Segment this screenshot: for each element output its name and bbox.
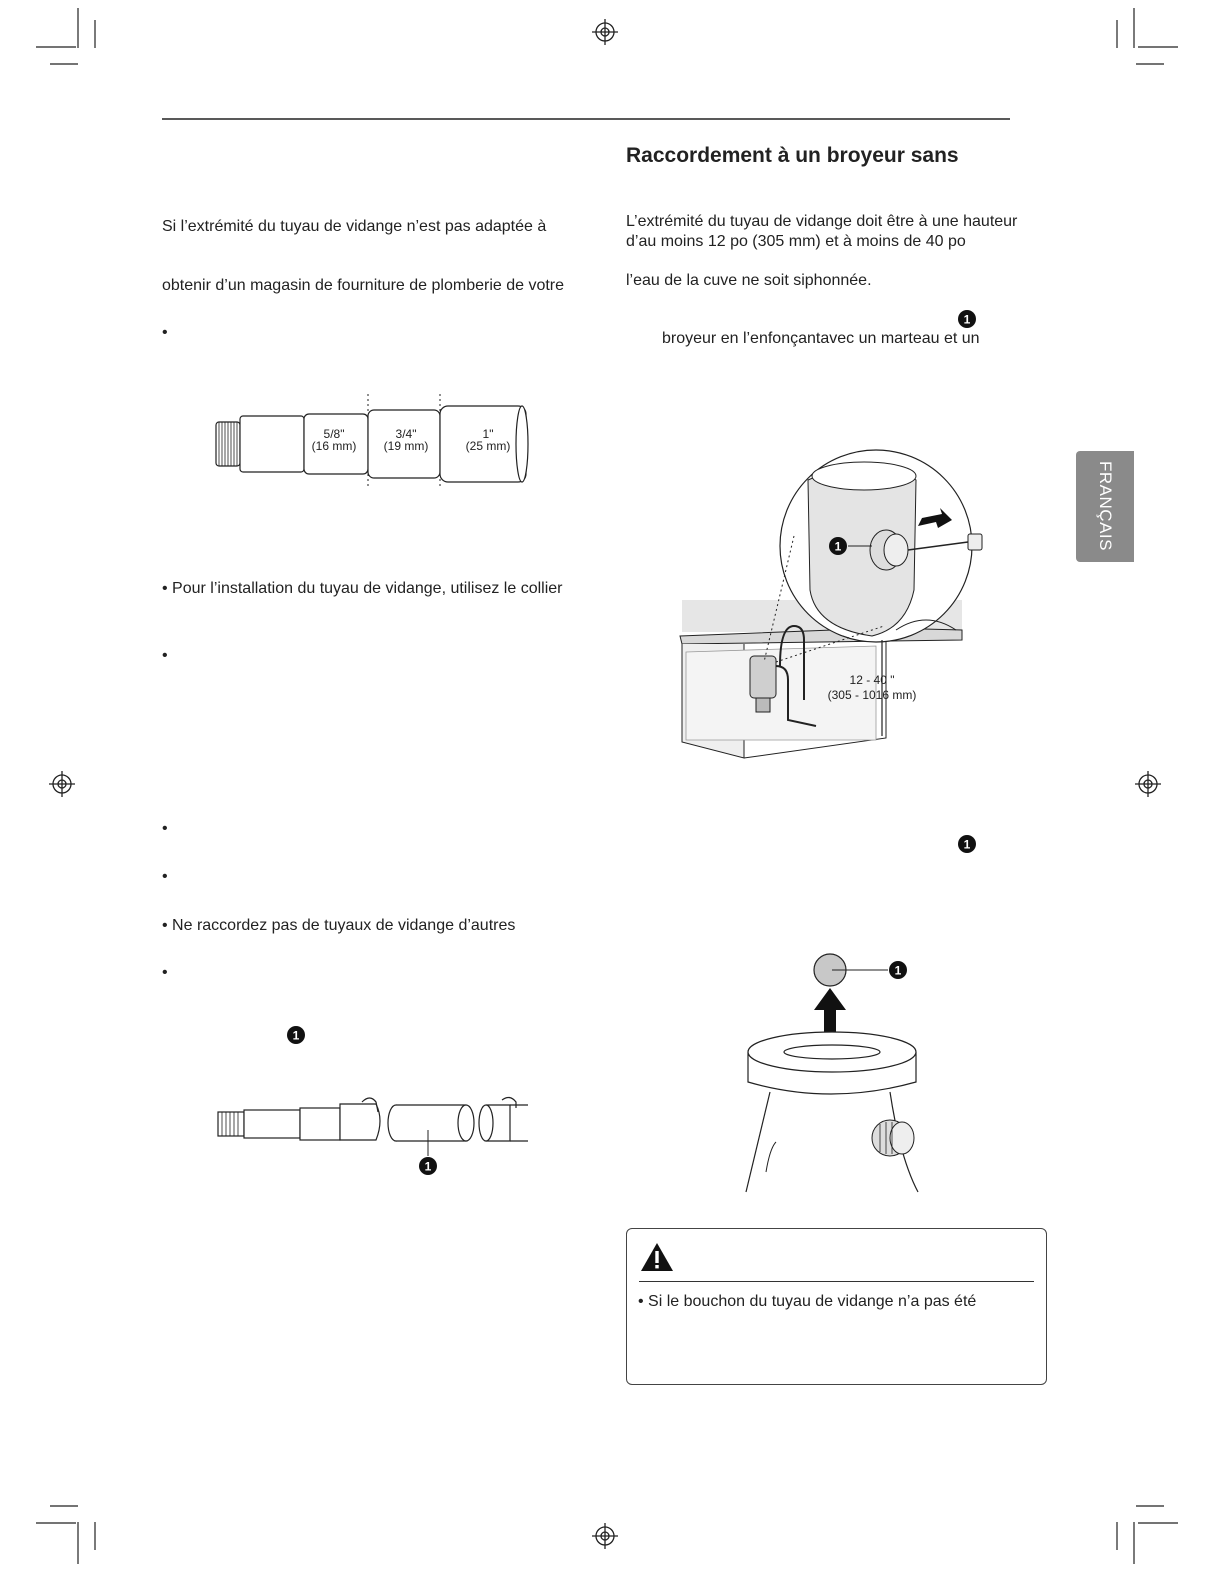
section-heading: Raccordement à un broyeur sans [626, 144, 959, 167]
right-para-1-line-2: d’au moins 12 po (305 mm) et à moins de 40 po [626, 233, 966, 250]
size2-mm: (19 mm) [383, 439, 429, 453]
height-mm: (305 - 1016 mm) [827, 688, 917, 702]
left-para-1: Si l’extrémité du tuyau de vidange n’est pas adaptée à [162, 218, 547, 235]
bullet-dot: • [162, 647, 168, 664]
caution-divider [639, 1281, 1034, 1282]
disposer-install-diagram [676, 440, 996, 770]
left-para-2: obtenir d’un magasin de fourniture de plomberie de votre [162, 277, 565, 294]
size3-in: 1" [482, 427, 494, 441]
size2-in: 3/4" [395, 427, 417, 441]
right-para-1-line-1: L’extrémité du tuyau de vidange doit être à une hauteur [626, 213, 1018, 230]
caution-bullet: • Si le bouchon du tuyau de vidange n’a pas été [638, 1293, 977, 1310]
callout-1-marker [957, 309, 977, 329]
callout-number: 1 [424, 1159, 432, 1174]
warning-icon [639, 1241, 675, 1273]
caution-box [626, 1228, 1047, 1385]
callout-number: 1 [894, 963, 902, 978]
step-text: broyeur en l’enfonçantavec un marteau et un [662, 330, 980, 347]
size1-in: 5/8" [323, 427, 345, 441]
language-tab [1076, 451, 1134, 562]
callout-number: 1 [834, 539, 842, 554]
bullet-dot: • [162, 868, 168, 885]
bullet-dot: • [162, 964, 168, 981]
language-tab-label: FRANÇAIS [1096, 461, 1115, 551]
plug-removal-diagram [740, 948, 930, 1196]
size1-mm: (16 mm) [311, 439, 357, 453]
bullet-install: • Pour l’installation du tuyau de vidange, utilisez le collier [162, 580, 563, 597]
callout-1-marker [957, 834, 977, 854]
hose-connector-diagram [210, 1090, 540, 1180]
callout-number: 1 [292, 1028, 300, 1043]
callout-number: 1 [963, 312, 971, 327]
bullet-dot: • [162, 324, 168, 341]
callout-number: 1 [963, 837, 971, 852]
height-label: 12 - 40 " [849, 673, 895, 687]
hose-size-diagram [210, 392, 540, 492]
bullet-dot: • [162, 820, 168, 837]
callout-1-marker [286, 1025, 306, 1045]
right-para-2: l’eau de la cuve ne soit siphonnée. [626, 272, 872, 289]
size3-mm: (25 mm) [465, 439, 511, 453]
bullet-no-connect: • Ne raccordez pas de tuyaux de vidange d’autres [162, 917, 516, 934]
